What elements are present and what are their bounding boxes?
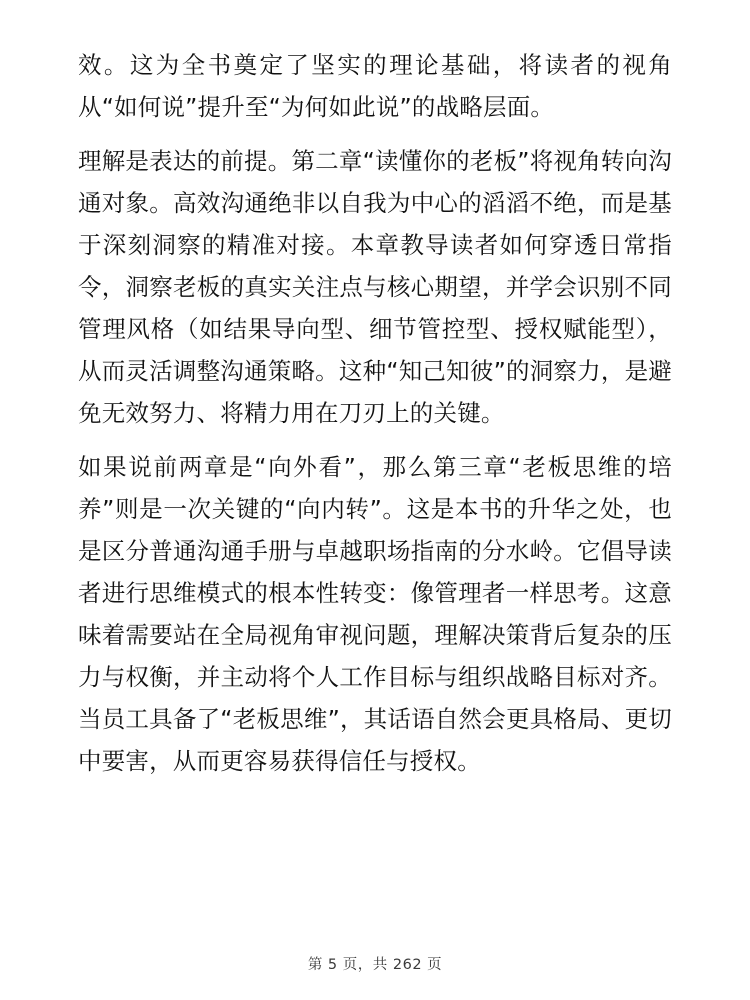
paragraph-3: 如果说前两章是“向外看”，那么第三章“老板思维的培养”则是一次关键的“向内转”。这是本书的升华之处，也是区分普通沟通手册与卓越职场指南的分水岭。它倡导读者进行思维模式的根本性转变：像管理者一样思考。这意味着需要站在全局视角审视问题，理解决策背后复杂的压力与权衡，并主动将个人工作目标与组织战略目标对齐。当员工具备了“老板思维”，其话语自然会更具格局、更切中要害，从而更容易获得信任与授权。 [78, 453, 672, 775]
paragraph-2: 理解是表达的前提。第二章“读懂你的老板”将视角转向沟通对象。高效沟通绝非以自我为中心的滔滔不绝，而是基于深刻洞察的精准对接。本章教导读者如何穿透日常指令，洞察老板的真实关注点与核心期望，并学会识别不同管理风格（如结果导向型、细节管控型、授权赋能型），从而灵活调整沟通策略。这种“知己知彼”的洞察力，是避免无效努力、将精力用在刀刃上的关键。 [78, 147, 672, 427]
page-footer: 第 5 页，共 262 页 [307, 957, 443, 973]
paragraph-1: 效。这为全书奠定了坚实的理论基础，将读者的视角从“如何说”提升至“为何如此说”的战略层面。 [78, 51, 672, 121]
page-body [78, 44, 672, 782]
